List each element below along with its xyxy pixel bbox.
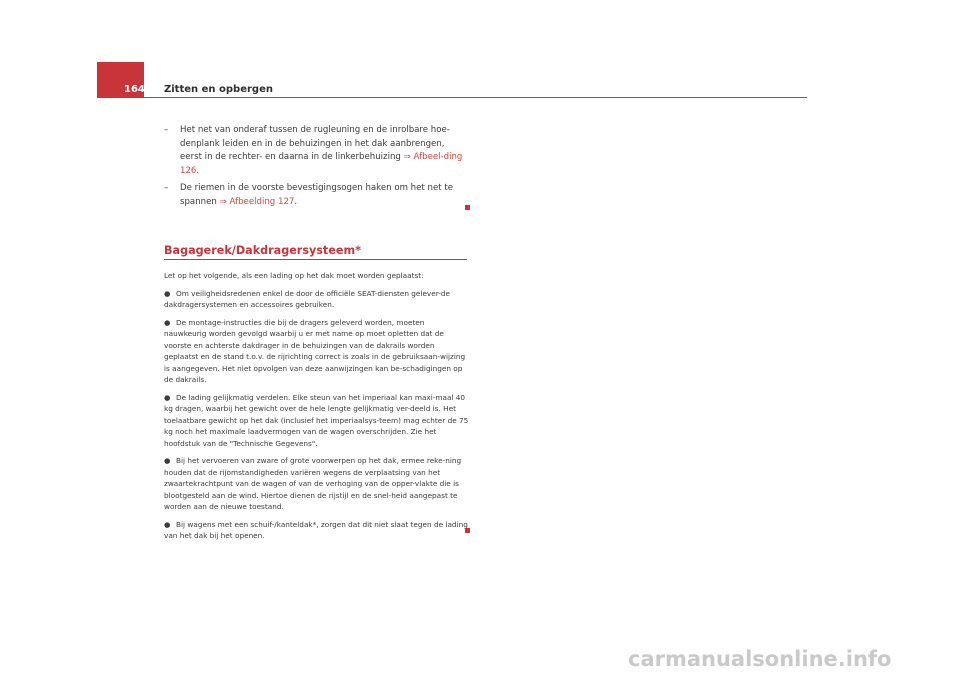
step-text-end: . <box>294 196 298 207</box>
step-dash: – <box>164 183 169 193</box>
bullet-text: De lading gelijkmatig verdelen. Elke steun van het imperiaal kan maxi-maal 40 kg dragen, waarbij het gewicht over de hele lengte gelijkmatig ver-deeld is. Het toelaatbare gewicht op het dak (inclusief het imperiaalsys-teem) mag echter de 75 kg noch het maximale laadvermogen van de wagen overschrijden. Zie het hoofdstuk van de "Technische Gegevens". <box>164 392 469 448</box>
section-intro: Let op het volgende, als een lading op het dak moet worden geplaatst: <box>164 271 424 280</box>
bullet-icon: ● <box>164 317 171 327</box>
header-divider <box>144 97 807 98</box>
bullet-item <box>164 392 469 450</box>
step-item <box>164 182 469 209</box>
bullet-item <box>164 288 469 311</box>
instruction-steps <box>164 124 469 213</box>
section-title: Bagagerek/Dakdragersysteem* <box>164 244 361 257</box>
step-text: Het net van onderaf tussen de rugleuning en de inrolbare hoe-denplank leiden en in de behuizingen in het dak aanbrengen, eerst in de rechter- en daarna in de linkerbehuizing <box>180 125 450 162</box>
bullet-icon: ● <box>164 519 171 529</box>
step-text-end: . <box>196 165 200 176</box>
watermark: carmanualsonline.info <box>628 647 892 671</box>
bullet-text: Bij wagens met een schuif-/kanteldak*, zorgen dat dit niet slaat tegen de lading van het dak bij het openen. <box>164 519 468 540</box>
section-end-marker <box>465 205 470 210</box>
section-end-marker <box>465 528 470 533</box>
section-body <box>164 270 469 548</box>
chapter-title: Zitten en opbergen <box>164 84 273 95</box>
bullet-item <box>164 519 469 542</box>
bullet-text: Om veiligheidsredenen enkel de door de officiële SEAT-diensten gelever-de dakdragersystemen en accessoires gebruiken. <box>164 288 451 309</box>
bullet-text: Bij het vervoeren van zware of grote voorwerpen op het dak, ermee reke-ning houden dat de rijomstandigheden variëren wegens de verplaatsing van het zwaartekrachtpunt van de wagen of van de verhoging van de opper-vlakte die is blootgesteld aan de wind. Hiertoe dienen de rijstijl en de snel-heid aangepast te worden aan de nieuwe toestand. <box>164 456 462 511</box>
bullet-icon: ● <box>164 456 171 465</box>
figure-reference-link[interactable]: ⇒ Afbeelding 127 <box>219 196 295 207</box>
step-dash: – <box>164 125 169 135</box>
step-text: De riemen in de voorste bevestigingsogen haken om het net te spannen <box>180 183 454 207</box>
figure-reference-link[interactable]: ⇒ Afbeel-ding 126 <box>180 152 463 176</box>
bullet-item <box>164 455 469 513</box>
page-number: 164 <box>124 84 145 95</box>
step-item <box>164 124 469 178</box>
section-divider <box>164 259 467 260</box>
bullet-icon: ● <box>164 392 171 402</box>
bullet-item <box>164 317 469 386</box>
bullet-icon: ● <box>164 288 171 298</box>
bullet-text: De montage-instructies die bij de dragers geleverd worden, moeten nauwkeurig worden gevolgd waarbij u er met name op moet opletten dat de voorste en achterste dakdrager in de behuizingen van de dakrails worden geplaatst en de stand t.o.v. de rijrichting correct is zoals in de gebruiksaan-wijzing is aangegeven. Het niet opvolgen van deze aanwijzingen kan be-schadigingen op de dakrails. <box>164 317 466 384</box>
